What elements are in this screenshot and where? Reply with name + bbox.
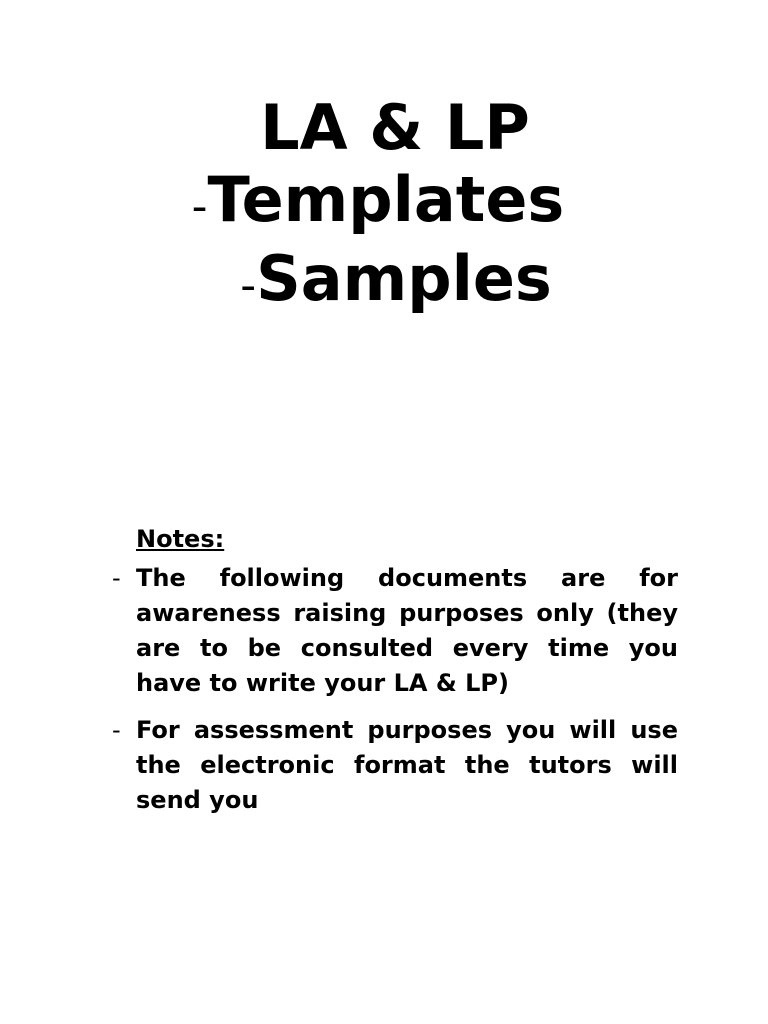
- title-line-la-lp: [22, 92, 768, 164]
- notes-section: [112, 522, 678, 830]
- title-dash: -: [240, 260, 257, 311]
- bullet-dash: -: [112, 716, 121, 744]
- note-item: [112, 713, 678, 818]
- bullet-dash: -: [112, 564, 121, 592]
- title-line-templates: [0, 164, 768, 243]
- note-text: For assessment purposes you will use the electronic format the tutors will send you: [136, 716, 678, 814]
- title-line-samples: [24, 243, 768, 322]
- title-dash: -: [191, 181, 208, 232]
- note-text: The following documents are for awareness raising purposes only (they are to be consulted every time you have to write your LA & LP): [136, 564, 678, 697]
- note-item: [112, 561, 678, 701]
- page-title: [0, 92, 768, 322]
- title-text-samples: Samples: [256, 242, 552, 315]
- title-text-la-lp: LA & LP: [260, 91, 530, 164]
- notes-heading: Notes:: [136, 525, 225, 553]
- title-text-templates: Templates: [207, 163, 565, 236]
